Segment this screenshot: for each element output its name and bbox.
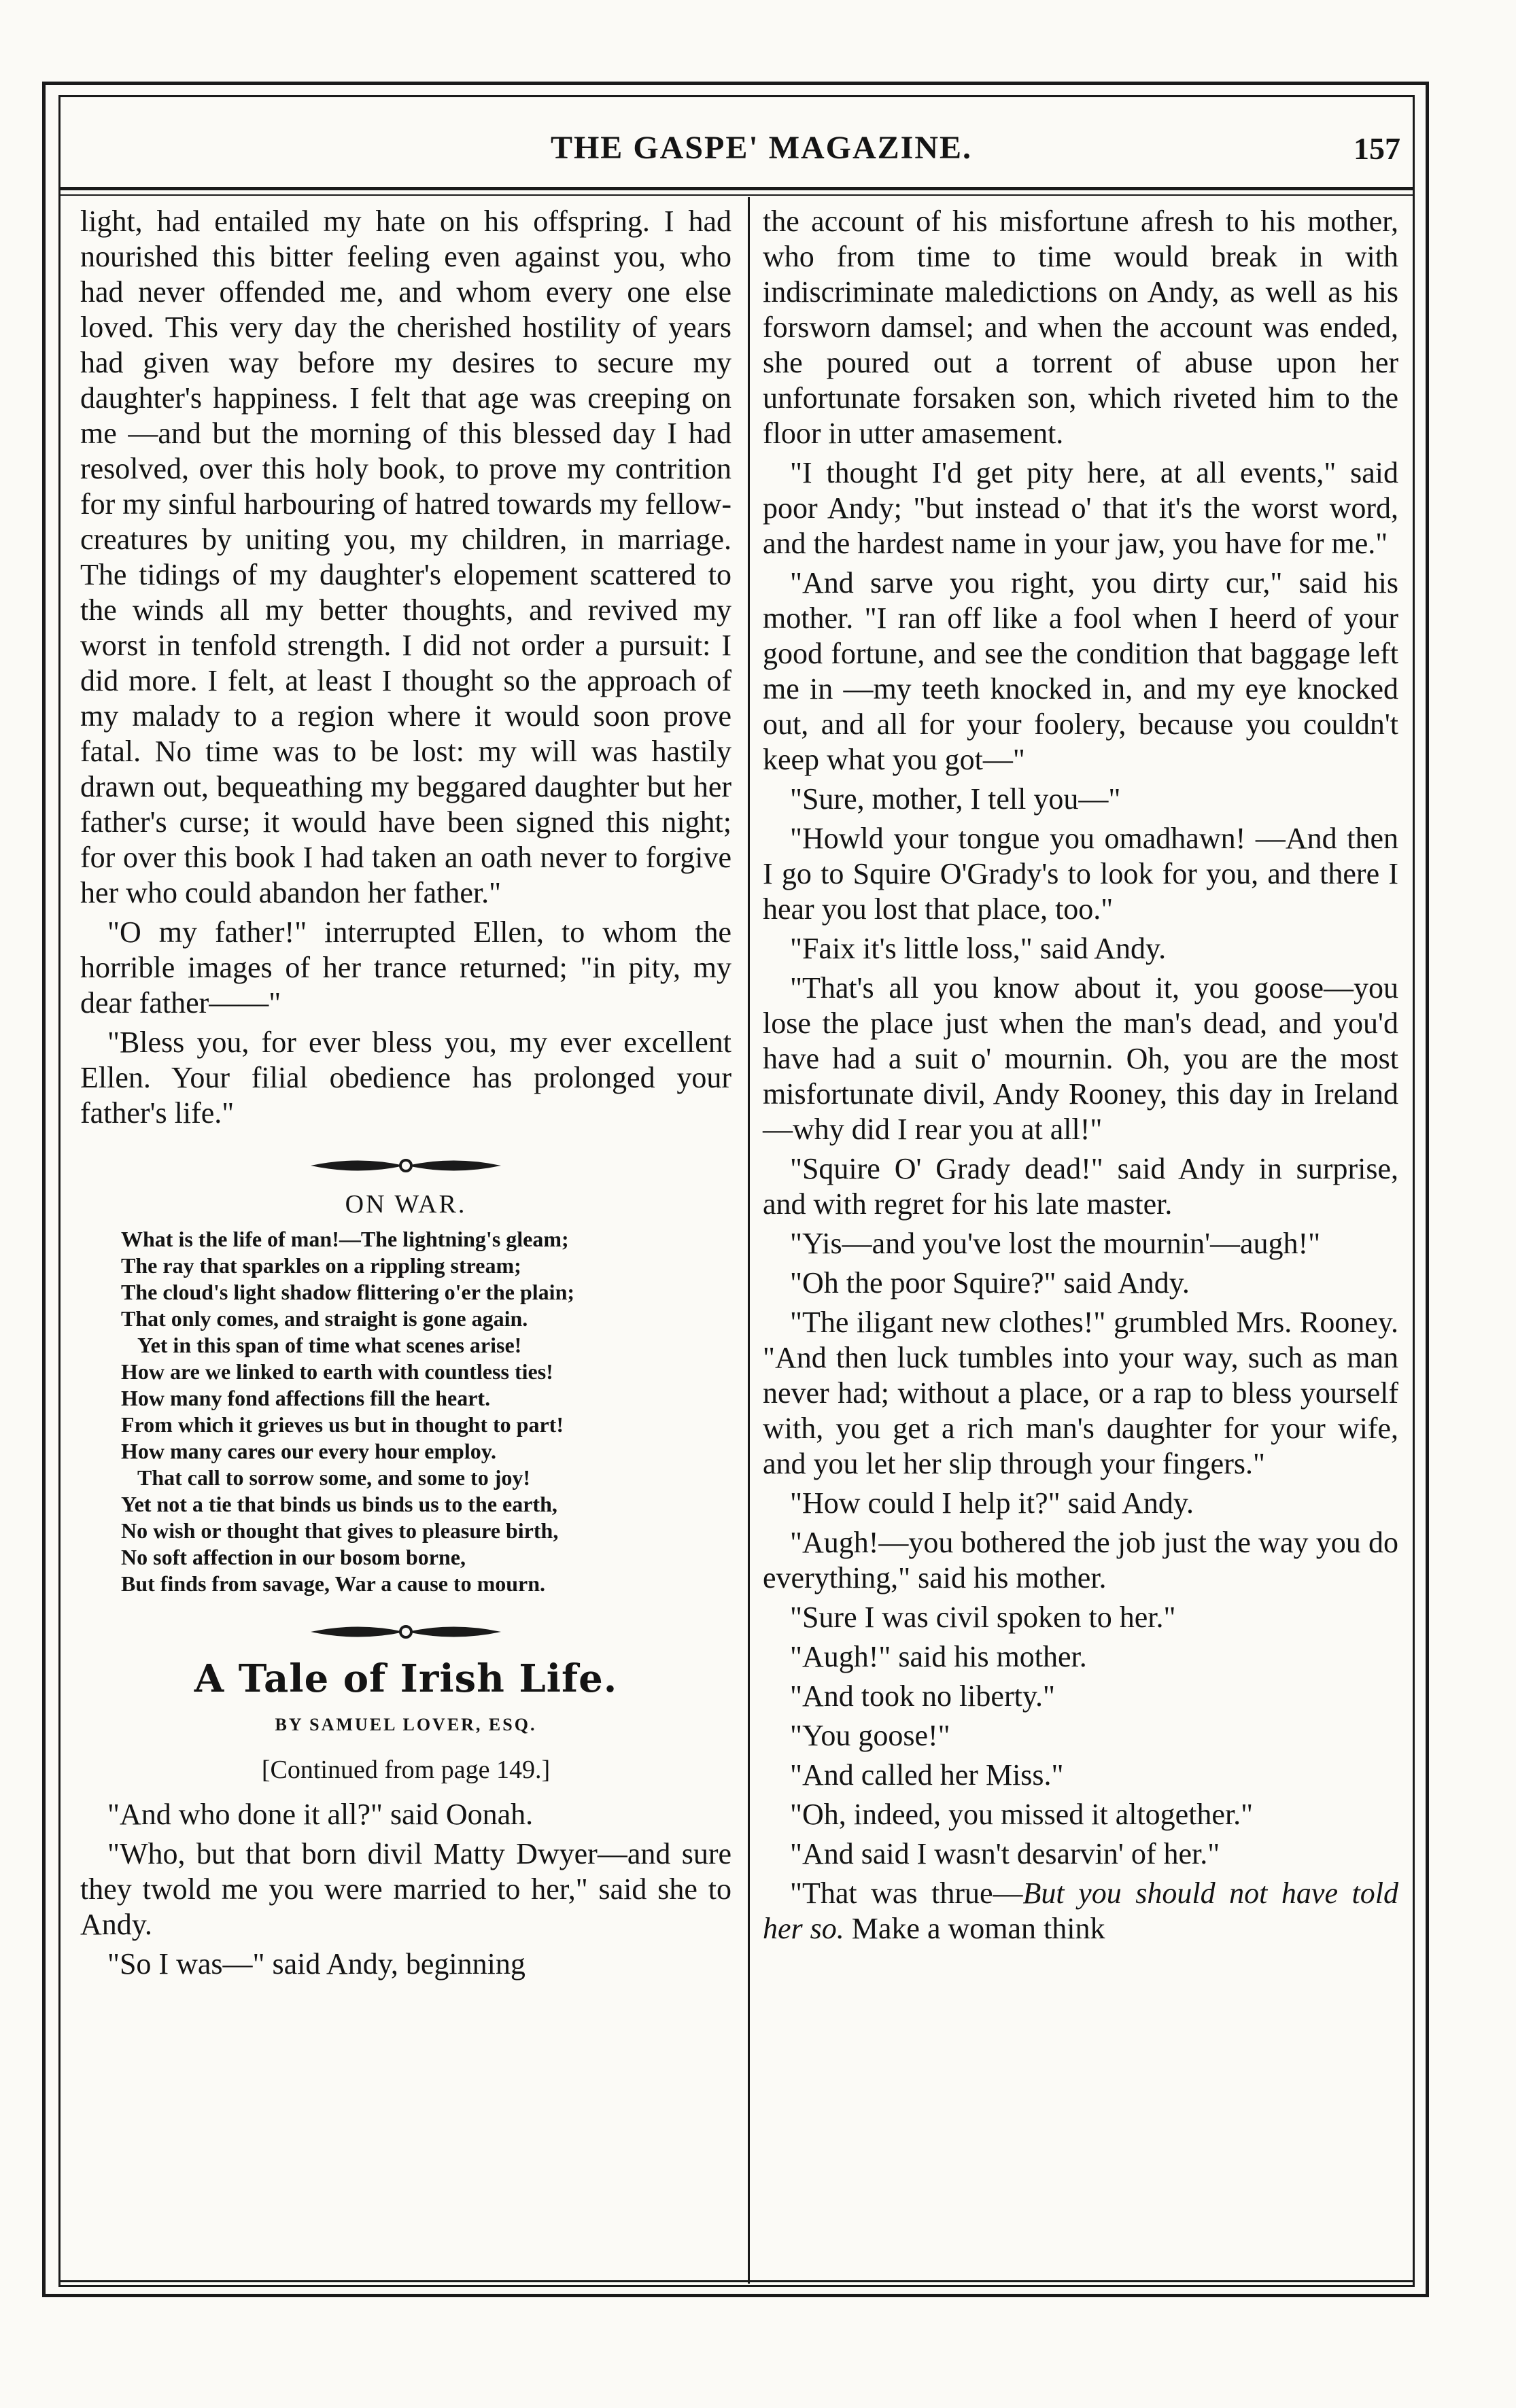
- right-paragraph: "And said I wasn't desarvin' of her.": [790, 1837, 1220, 1870]
- right-paragraph: "Sure I was civil spoken to her.": [790, 1601, 1176, 1634]
- poem-line: How are we linked to earth with countless ties!: [121, 1359, 553, 1384]
- poem-line: How many cares our every hour employ.: [121, 1439, 496, 1463]
- ornament-divider: [304, 1620, 508, 1643]
- column-divider: [748, 197, 750, 2284]
- right-last-tail: Make a woman think: [844, 1912, 1105, 1945]
- right-paragraph: "And called her Miss.": [790, 1758, 1064, 1792]
- right-paragraph: "The iligant new clothes!" grumbled Mrs. Rooney. "And then luck tumbles into your way, such as man never had; without a place, or a rap to bless yourself with, you get a rich man's daughter for your wife, and you let her slip through your fingers.": [763, 1306, 1398, 1480]
- running-head: THE GASPE' MAGAZINE.: [550, 130, 973, 166]
- poem-line: But finds from savage, War a cause to mourn.: [121, 1571, 546, 1596]
- right-paragraph: "Oh, indeed, you missed it altogether.": [790, 1798, 1254, 1831]
- poem-title: ON WAR.: [345, 1190, 467, 1219]
- right-paragraph: "Howld your tongue you omadhawn! —And then I go to Squire O'Grady's to look for you, and there I hear you lost that place, too.": [763, 822, 1398, 926]
- tale-byline: BY SAMUEL LOVER, ESQ.: [275, 1715, 537, 1734]
- header-rule-thin: [58, 194, 1415, 196]
- right-paragraph: "Augh!—you bothered the job just the way you do everything," said his mother.: [763, 1526, 1398, 1594]
- poem-line: How many fond affections fill the heart.: [121, 1386, 491, 1410]
- right-last-italic: But you should not have told her so.: [763, 1877, 1398, 1945]
- left-paragraph: light, had entailed my hate on his offspring. I had nourished this bitter feeling even against you, who had never offended me, and whom every one else loved. This very day the cherished hostility of years had given way before my desires to secure my daughter's happiness. I felt that age was creeping on me —and but the morning of this blessed day I had resolved, over this holy book, to prove my contrition for my sinful harbouring of hatred towards my fellow-creatures by uniting you, my children, in marriage. The tidings of my daughter's elopement scattered to the winds all my better thoughts, and revived my worst in tenfold strength. I did not order a pursuit: I did more. I felt, at least I thought so the approach of my malady to a region where it would soon prove fatal. No time was to be lost: my will was hastily drawn out, bequeathing my beggared daughter but her father's curse; it would have been signed this night; for over this book I had taken an oath never to forgive her who could abandon her father.": [80, 205, 731, 909]
- left-paragraph: "O my father!" interrupted Ellen, to whom the horrible images of her trance returned; "in pity, my dear father——": [80, 915, 731, 1019]
- right-last-paragraph: [763, 1876, 1398, 1947]
- right-paragraph: "And sarve you right, you dirty cur," said his mother. "I ran off like a fool when I heerd of your good fortune, and see the condition that baggage left me in —my teeth knocked in, and my eye knocked out, and all for your foolery, because you couldn't keep what you got—": [763, 566, 1398, 776]
- continued-note: [Continued from page 149.]: [261, 1756, 551, 1784]
- left-paragraph: "Bless you, for ever bless you, my ever excellent Ellen. Your filial obedience has prolonged your father's life.": [80, 1026, 731, 1130]
- right-paragraph: "Faix it's little loss," said Andy.: [790, 932, 1167, 965]
- right-paragraph: "I thought I'd get pity here, at all events," said poor Andy; "but instead o' that it's the worst word, and the hardest name in your jaw, you have for me.": [763, 456, 1398, 560]
- right-paragraph: "Sure, mother, I tell you—": [790, 782, 1121, 816]
- left-column: [80, 204, 731, 1986]
- header-rule: [58, 187, 1415, 190]
- poem-line: The ray that sparkles on a rippling stream;: [121, 1253, 521, 1278]
- footer-rule: [58, 2280, 1415, 2282]
- tale-paragraph: "Who, but that born divil Matty Dwyer—and sure they twold me you were married to her," said she to Andy.: [80, 1837, 731, 1941]
- tale-paragraph: "So I was—" said Andy, beginning: [107, 1947, 526, 1981]
- right-paragraph: "Squire O' Grady dead!" said Andy in surprise, and with regret for his late master.: [763, 1152, 1398, 1221]
- ornament-divider: [304, 1154, 508, 1177]
- right-last-text: "That was thrue—: [790, 1877, 1023, 1910]
- poem-line: The cloud's light shadow flittering o'er the plain;: [121, 1280, 575, 1304]
- right-paragraph: "Oh the poor Squire?" said Andy.: [790, 1266, 1190, 1299]
- poem-line: From which it grieves us but in thought to part!: [121, 1412, 564, 1437]
- right-paragraph: "Augh!" said his mother.: [790, 1640, 1087, 1673]
- right-paragraph: the account of his misfortune afresh to his mother, who from time to time would break in with indiscriminate maledictions on Andy, as well as his forsworn damsel; and when the account was ended, she poured out a torrent of abuse upon her unfortunate forsaken son, which riveted him to the floor in utter amasement.: [763, 205, 1398, 450]
- poem-line: That call to sorrow some, and some to joy!: [137, 1465, 531, 1490]
- poem-line: That only comes, and straight is gone again.: [121, 1306, 528, 1331]
- tale-title: A Tale of Irish Life.: [194, 1656, 618, 1701]
- tale-paragraph: "And who done it all?" said Oonah.: [107, 1798, 534, 1831]
- right-paragraph: "How could I help it?" said Andy.: [790, 1486, 1194, 1520]
- poem-line: Yet in this span of time what scenes arise!: [137, 1333, 522, 1357]
- poem: [80, 1226, 731, 1597]
- right-paragraph: "And took no liberty.": [790, 1679, 1055, 1713]
- right-paragraph: "Yis—and you've lost the mournin'—augh!": [790, 1227, 1321, 1260]
- poem-line: What is the life of man!—The lightning's gleam;: [121, 1227, 569, 1251]
- right-paragraph: "That's all you know about it, you goose—you lose the place just when the man's dead, and you'd have had a suit o' mournin. Oh, you are the most misfortunate divil, Andy Rooney, this day in Ireland—why did I rear you at all!": [763, 971, 1398, 1146]
- poem-line: No wish or thought that gives to pleasure birth,: [121, 1518, 559, 1543]
- right-column: [763, 204, 1398, 1951]
- poem-line: No soft affection in our bosom borne,: [121, 1545, 466, 1569]
- poem-line: Yet not a tie that binds us binds us to the earth,: [121, 1492, 557, 1516]
- right-paragraph: "You goose!": [790, 1719, 950, 1752]
- page-number: 157: [1354, 131, 1400, 166]
